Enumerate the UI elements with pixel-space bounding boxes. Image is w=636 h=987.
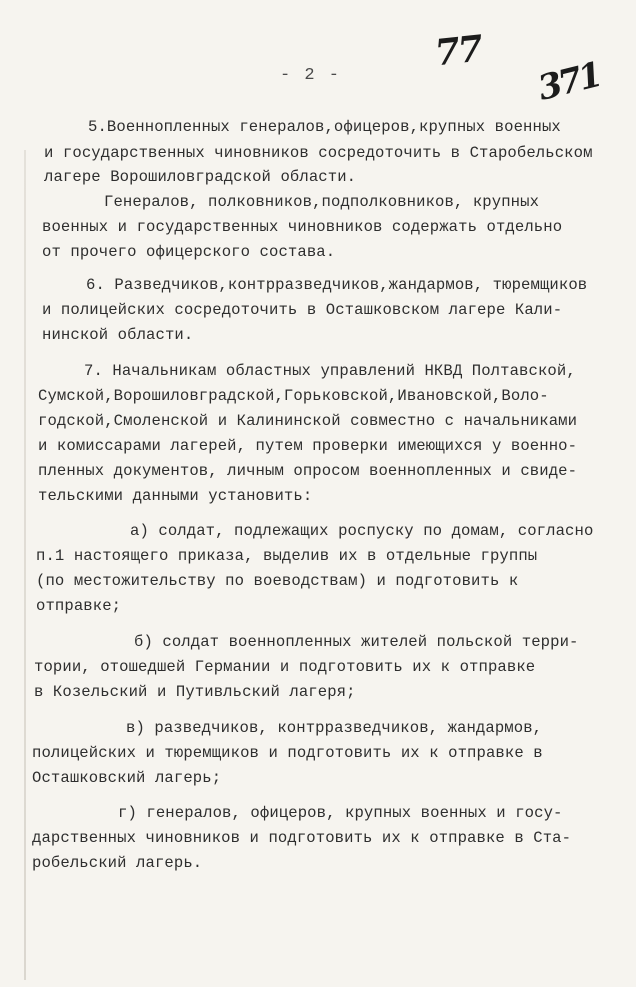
paragraph-7-line-1: 7. Начальникам областных управлений НКВД Полтавской, bbox=[84, 362, 576, 380]
paragraph-6-line-2: и полицейских сосредоточить в Осташковском лагере Кали- bbox=[42, 301, 563, 319]
paragraph-5b-line-1: Генералов, полковников,подполковников, крупных bbox=[104, 193, 540, 211]
paragraph-7d-line-3: робельский лагерь. bbox=[32, 854, 203, 872]
paragraph-7a-line-4: отправке; bbox=[36, 597, 122, 615]
paragraph-7d-line-1: г) генералов, офицеров, крупных военных и госу- bbox=[118, 804, 563, 822]
paragraph-7-line-4: и комиссарами лагерей, путем проверки имеющихся у военно- bbox=[38, 437, 578, 455]
handwritten-mark-2: 371 bbox=[534, 55, 604, 109]
paragraph-7d-line-2: дарственных чиновников и подготовить их к отправке в Ста- bbox=[32, 829, 572, 847]
paragraph-5b-line-3: от прочего офицерского состава. bbox=[42, 243, 336, 261]
paragraph-5-line-3: лагере Ворошиловградской области. bbox=[44, 168, 357, 186]
paragraph-7a-line-3: (по местожительству по воеводствам) и подготовить к bbox=[36, 572, 519, 590]
paragraph-7c-line-3: Осташковский лагерь; bbox=[32, 769, 222, 787]
paragraph-6-line-1: 6. Разведчиков,контрразведчиков,жандармов, тюремщиков bbox=[86, 276, 588, 294]
paragraph-7b-line-2: тории, отошедшей Германии и подготовить их к отправке bbox=[34, 658, 536, 676]
paragraph-7a-line-1: а) солдат, подлежащих роспуску по домам, согласно bbox=[130, 522, 594, 540]
paragraph-7c-line-1: в) разведчиков, контрразведчиков, жандармов, bbox=[126, 719, 543, 737]
paragraph-7a-line-2: п.1 настоящего приказа, выделив их в отдельные группы bbox=[36, 547, 538, 565]
paragraph-7-line-3: годской,Смоленской и Калининской совместно с начальниками bbox=[38, 412, 578, 430]
paragraph-7b-line-3: в Козельский и Путивльский лагеря; bbox=[34, 683, 356, 701]
paragraph-5-line-2: и государственных чиновников сосредоточить в Старобельском bbox=[44, 144, 593, 162]
paragraph-7-line-5: пленных документов, личным опросом военнопленных и свиде- bbox=[38, 462, 578, 480]
paragraph-7c-line-2: полицейских и тюремщиков и подготовить их к отправке в bbox=[32, 744, 543, 762]
paragraph-6-line-3: нинской области. bbox=[42, 326, 194, 344]
page-number: - 2 - bbox=[280, 66, 342, 85]
handwritten-mark-1: 77 bbox=[432, 27, 484, 75]
paragraph-5-line-1: 5.Военнопленных генералов,офицеров,крупных военных bbox=[88, 118, 561, 136]
paragraph-5b-line-2: военных и государственных чиновников содержать отдельно bbox=[42, 218, 563, 236]
paragraph-7b-line-1: б) солдат военнопленных жителей польской терри- bbox=[134, 633, 579, 651]
paragraph-7-line-2: Сумской,Ворошиловградской,Горьковской,Ивановской,Воло- bbox=[38, 387, 549, 405]
paragraph-7-line-6: тельскими данными установить: bbox=[38, 487, 313, 505]
